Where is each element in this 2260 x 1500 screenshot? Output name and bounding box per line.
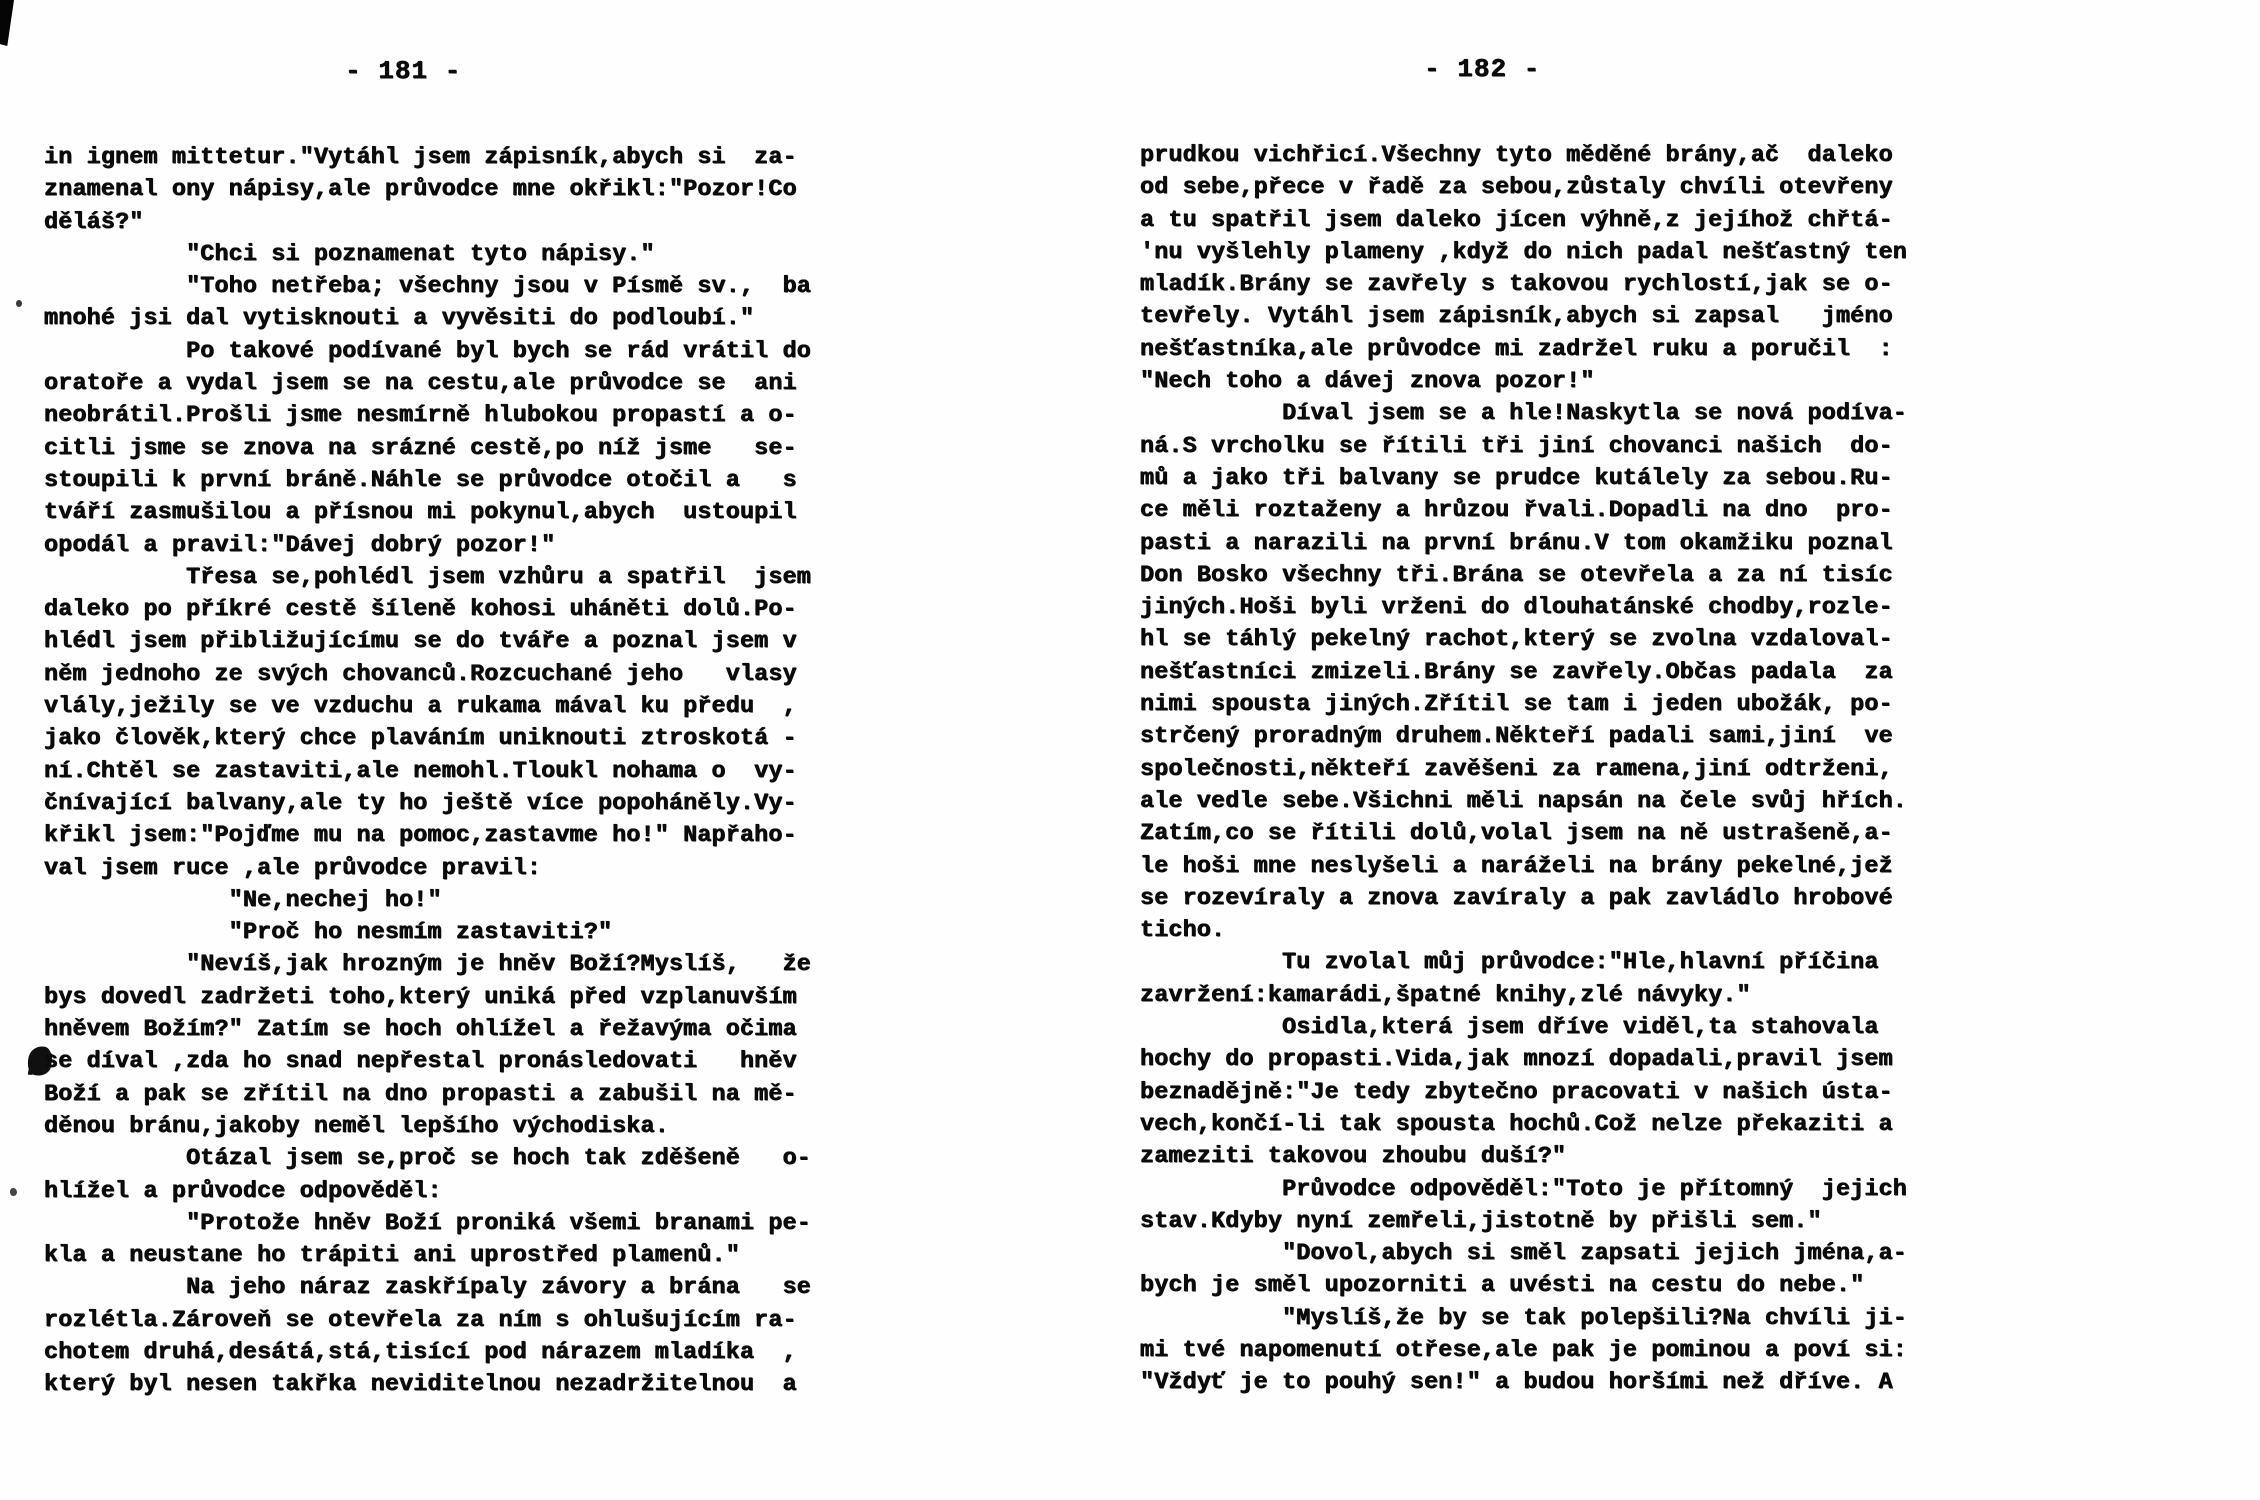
text-line: Boží a pak se zřítil na dno propasti a zabušil na mě- [44, 1080, 797, 1108]
text-line: zameziti takovou zhoubu duší?" [1140, 1143, 1567, 1171]
text-line: čnívající balvany,ale ty ho ještě více popoháněly.Vy- [44, 789, 797, 817]
text-line: děláš?" [44, 208, 144, 236]
text-line: mů a jako tři balvany se prudce kutálely za sebou.Ru- [1140, 464, 1893, 492]
text-line: "Chci si poznamenat tyto nápisy." [44, 240, 655, 268]
text-line: val jsem ruce ,ale průvodce pravil: [44, 854, 542, 882]
scan-corner-artifact [0, 0, 14, 46]
text-line: nešťastníka,ale průvodce mi zadržel ruku a poručil : [1140, 335, 1893, 363]
text-line: stoupili k první bráně.Náhle se průvodce otočil a s [44, 466, 797, 494]
text-line: 'nu vyšlehly plameny ,když do nich padal nešťastný ten [1140, 238, 1907, 266]
text-line: hochy do propasti.Vida,jak mnozí dopadali,pravil jsem [1140, 1046, 1893, 1074]
text-line: který byl nesen takřka neviditelnou nezadržitelnou a [44, 1371, 797, 1399]
text-line: zavržení:kamarádi,špatné knihy,zlé návyky." [1140, 981, 1751, 1009]
text-line: ticho. [1140, 917, 1226, 945]
text-line: Po takové podívané byl bych se rád vrátil do [44, 337, 811, 365]
text-line: stav.Kdyby nyní zemřeli,jistotně by přišli sem." [1140, 1207, 1822, 1235]
text-line: strčený proradným druhem.Někteří padali sami,jiní ve [1140, 723, 1893, 751]
text-line: opodál a pravil:"Dávej dobrý pozor!" [44, 531, 556, 559]
text-line: ná.S vrcholku se řítili tři jiní chovanci našich do- [1140, 432, 1893, 460]
text-line: děnou bránu,jakoby neměl lepšího východiska. [44, 1112, 669, 1140]
page-number-right: - 182 - [1424, 54, 1541, 84]
text-line: znamenal ony nápisy,ale průvodce mne okřikl:"Pozor!Co [44, 176, 797, 204]
text-line: daleko po příkré cestě šíleně kohosi uháněti dolů.Po- [44, 596, 797, 624]
text-line: jako člověk,který chce plaváním uniknouti ztroskotá - [44, 725, 797, 753]
text-line: hlížel a průvodce odpověděl: [44, 1177, 442, 1205]
text-line: jiných.Hoši byli vrženi do dlouhatánské chodby,rozle- [1140, 594, 1893, 622]
ink-speck [16, 300, 22, 307]
text-line: Don Bosko všechny tři.Brána se otevřela a za ní tisíc [1140, 561, 1893, 589]
text-line: Otázal jsem se,proč se hoch tak zděšeně o- [44, 1145, 811, 1173]
text-line: "Proč ho nesmím zastaviti?" [44, 919, 613, 947]
text-line: mnohé jsi dal vytisknouti a vyvěsiti do podloubí." [44, 305, 755, 333]
page-left-text [44, 142, 811, 1402]
text-line: bys dovedl zadržeti toho,který uniká před vzplanuvším [44, 983, 797, 1011]
text-line: prudkou vichřicí.Všechny tyto měděné brány,ač daleko [1140, 142, 1893, 169]
text-line: Díval jsem se a hle!Naskytla se nová podíva- [1140, 400, 1907, 428]
text-line: "Ne,nechej ho!" [44, 886, 442, 914]
text-line: "Toho netřeba; všechny jsou v Písmě sv., ba [44, 273, 811, 301]
text-line: beznadějně:"Je tedy zbytečno pracovati v našich ústa- [1140, 1078, 1893, 1106]
text-line: ale vedle sebe.Všichni měli napsán na čele svůj hřích. [1140, 787, 1907, 815]
text-line: něm jednoho ze svých chovanců.Rozcuchané jeho vlasy [44, 660, 797, 688]
text-line: se díval ,zda ho snad nepřestal pronásledovati hněv [44, 1048, 797, 1076]
text-line: křikl jsem:"Pojďme mu na pomoc,zastavme ho!" Napřaho- [44, 822, 797, 850]
text-line: vlály,ježily se ve vzduchu a rukama mával ku předu , [44, 693, 797, 721]
text-line: kla a neustane ho trápiti ani uprostřed plamenů." [44, 1242, 740, 1270]
ink-speck [10, 1188, 17, 1196]
text-line: mladík.Brány se zavřely s takovou rychlostí,jak se o- [1140, 271, 1893, 299]
text-line: in ignem mittetur."Vytáhl jsem zápisník,abych si za- [44, 144, 797, 171]
text-line: oratoře a vydal jsem se na cestu,ale průvodce se ani [44, 370, 797, 398]
text-line: Třesa se,pohlédl jsem vzhůru a spatřil jsem [44, 563, 811, 591]
text-line: Zatím,co se řítili dolů,volal jsem na ně ustrašeně,a- [1140, 820, 1893, 848]
text-line: le hoši mne neslyšeli a naráželi na brány pekelné,jež [1140, 852, 1893, 880]
text-line: od sebe,přece v řadě za sebou,zůstaly chvíli otevřeny [1140, 174, 1893, 202]
text-line: "Myslíš,že by se tak polepšili?Na chvíli ji- [1140, 1304, 1907, 1332]
text-line: se rozevíraly a znova zavíraly a pak zavládlo hrobové [1140, 884, 1893, 912]
text-line: neobrátil.Prošli jsme nesmírně hlubokou propastí a o- [44, 402, 797, 430]
text-line: hněvem Božím?" Zatím se hoch ohlížel a řežavýma očima [44, 1016, 797, 1044]
text-line: rozlétla.Zároveň se otevřela za ním s ohlušujícím ra- [44, 1306, 797, 1334]
text-line: citli jsme se znova na srázné cestě,po níž jsme se- [44, 434, 797, 462]
text-line: ní.Chtěl se zastaviti,ale nemohl.Tloukl nohama o vy- [44, 757, 797, 785]
text-line: tevřely. Vytáhl jsem zápisník,abych si zapsal jméno [1140, 303, 1893, 331]
text-line: "Nevíš,jak hrozným je hněv Boží?Myslíš, že [44, 951, 811, 979]
text-line: bych je směl upozorniti a uvésti na cestu do nebe." [1140, 1272, 1865, 1300]
text-line: nešťastníci zmizeli.Brány se zavřely.Občas padala za [1140, 658, 1893, 686]
text-line: a tu spatřil jsem daleko jícen výhně,z jejíhož chřtá- [1140, 206, 1893, 234]
text-line: Na jeho náraz zaskřípaly závory a brána se [44, 1274, 811, 1302]
text-line: "Protože hněv Boží proniká všemi branami pe- [44, 1209, 811, 1237]
text-line: nimi spousta jiných.Zřítil se tam i jeden ubožák, po- [1140, 691, 1893, 719]
text-line: mi tvé napomenutí otřese,ale pak je pominou a poví si: [1140, 1336, 1907, 1364]
text-line: Průvodce odpověděl:"Toto je přítomný jejich [1140, 1175, 1907, 1203]
text-line: společnosti,někteří zavěšeni za ramena,jiní odtrženi, [1140, 755, 1893, 783]
page-right-text [1140, 140, 1907, 1400]
page-number-left: - 181 - [345, 56, 462, 86]
text-line: hlédl jsem přibližujícímu se do tváře a poznal jsem v [44, 628, 797, 656]
text-line: "Vždyť je to pouhý sen!" a budou horšími než dříve. A [1140, 1369, 1893, 1397]
text-line: Osidla,která jsem dříve viděl,ta stahovala [1140, 1014, 1879, 1042]
text-line: hl se táhlý pekelný rachot,který se zvolna vzdaloval- [1140, 626, 1893, 654]
text-line: "Nech toho a dávej znova pozor!" [1140, 368, 1595, 396]
text-line: "Dovol,abych si směl zapsati jejich jména,a- [1140, 1240, 1907, 1268]
text-line: pasti a narazili na první bránu.V tom okamžiku poznal [1140, 529, 1893, 557]
text-line: vech,končí-li tak spousta hochů.Což nelze překaziti a [1140, 1110, 1893, 1138]
text-line: chotem druhá,desátá,stá,tisící pod nárazem mladíka , [44, 1338, 797, 1366]
text-line: Tu zvolal můj průvodce:"Hle,hlavní příčina [1140, 949, 1879, 977]
text-line: ce měli roztaženy a hrůzou řvali.Dopadli na dno pro- [1140, 497, 1893, 525]
text-line: tváří zasmušilou a přísnou mi pokynul,abych ustoupil [44, 499, 797, 527]
